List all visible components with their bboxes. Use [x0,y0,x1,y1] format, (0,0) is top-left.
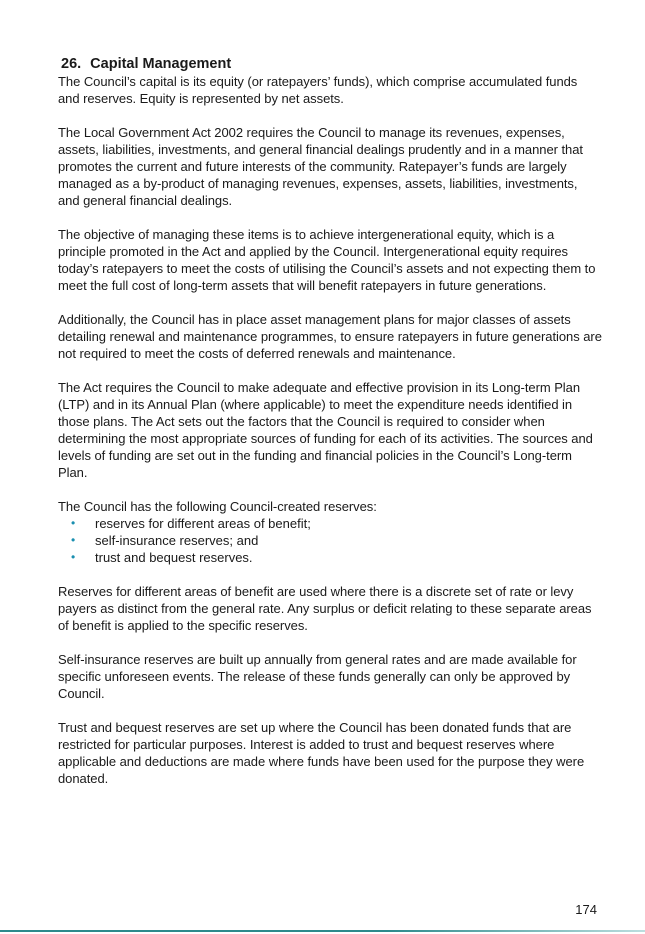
section-number: 26. [61,56,82,72]
list-item-text: reserves for different areas of benefit; [95,516,311,531]
list-item [58,549,602,566]
paragraph-trust-bequest: Trust and bequest reserves are set up where the Council has been donated funds that are restricted for particular purposes. Interest is added to trust and bequest reserves where applicable and deductions are made where funds have been used for the purpose they were donated. [58,720,585,786]
document-page [58,56,602,804]
page-number: 174 [575,902,597,917]
paragraph-local-government-act: The Local Government Act 2002 requires the Council to manage its revenues, expenses, assets, liabilities, investments, and general financial dealings prudently and in a manner that promotes the current and future interests of the community. Ratepayer’s funds are largely managed as a by-product of managing revenues, expenses, assets, liabilities, investments, and general financial dealings. [58,125,583,208]
bullet-icon: • [71,533,76,547]
paragraph-reserves-intro: The Council has the following Council-created reserves: [58,499,377,514]
paragraph-asset-management-plans: Additionally, the Council has in place asset management plans for major classes of assets detailing renewal and maintenance programmes, to ensure ratepayers in future generations are not required to meet the costs of deferred renewals and maintenance. [58,312,602,361]
paragraph-intergenerational-equity: The objective of managing these items is to achieve intergenerational equity, which is a principle promoted in the Act and applied by the Council. Intergenerational equity requires today’s ratepayers to meet the costs of utilising the Council’s assets and not expecting them to meet the full cost of long-term assets that will benefit ratepayers in future generations. [58,227,596,293]
paragraph-funding-provision: The Act requires the Council to make adequate and effective provision in its Long-term Plan (LTP) and in its Annual Plan (where applicable) to meet the expenditure needs identified in those plans. The Act sets out the factors that the Council is required to consider when determining the most appropriate sources of funding for each of its activities. The sources and levels of funding are set out in the funding and financial policies in the Council’s Long-term Plan. [58,380,593,480]
bullet-icon: • [71,516,76,530]
paragraph-self-insurance: Self-insurance reserves are built up annually from general rates and are made available for specific unforeseen events. The release of these funds generally can only be approved by Council. [58,652,577,701]
list-item-text: self-insurance reserves; and [95,533,259,548]
bullet-icon: • [71,550,76,564]
section-heading [61,56,602,73]
paragraph-areas-of-benefit: Reserves for different areas of benefit are used where there is a discrete set of rate or levy payers as distinct from the general rate. Any surplus or deficit relating to these separate areas of benefit is applied to the specific reserves. [58,584,592,633]
section-title: Capital Management [90,56,232,72]
list-item-text: trust and bequest reserves. [95,550,253,565]
list-item [58,532,602,549]
reserves-list [58,515,602,566]
footer-divider [0,930,645,932]
paragraph-capital-definition: The Council’s capital is its equity (or ratepayers’ funds), which comprise accumulated funds and reserves. Equity is represented by net assets. [58,74,578,106]
list-item [58,515,602,532]
